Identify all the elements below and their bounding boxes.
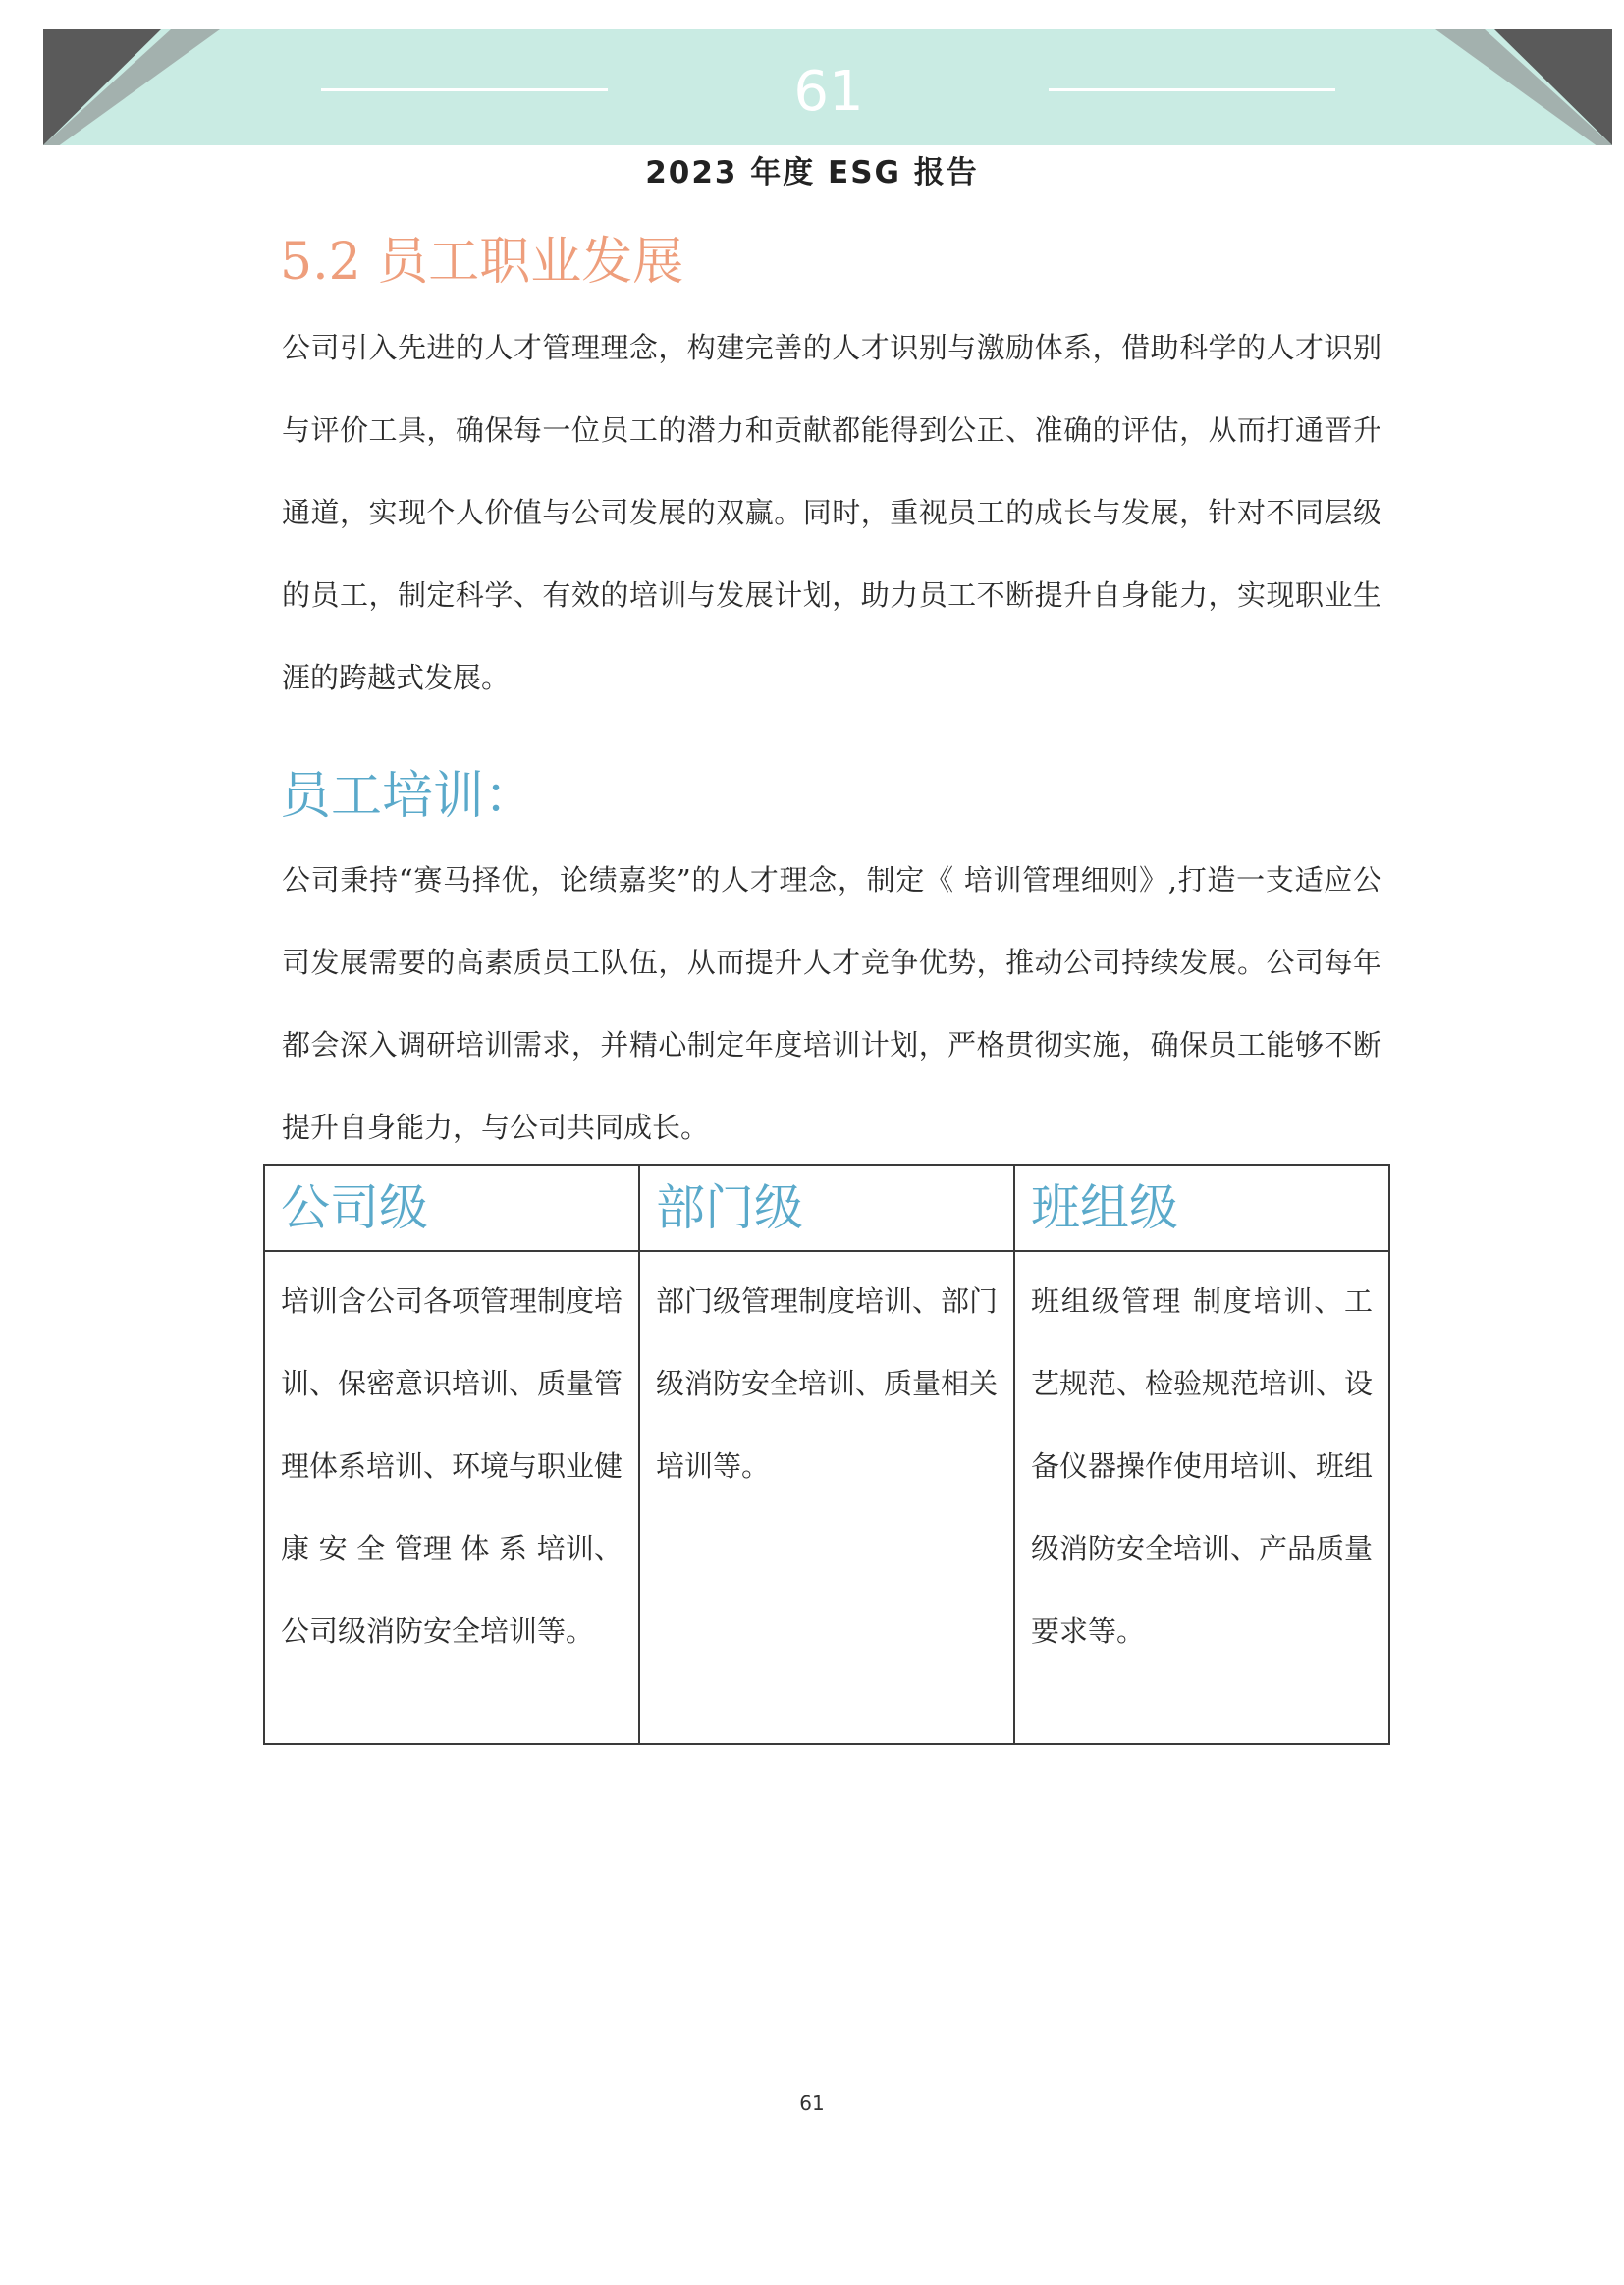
header-left-triangle xyxy=(43,29,161,145)
report-title: 2023 年度 ESG 报告 xyxy=(645,155,979,190)
training-title: 员工培训： xyxy=(280,767,536,826)
header-band xyxy=(43,29,1612,145)
training-paragraph: 公司秉持“赛马择优，论绩嘉奖”的人才理念，制定《 培训管理细则》,打造一支适应公司发展需要的高素质员工队伍，从而提升人才竞争优势，推动公司持续发展。公司每年都会深入调研培训需求，并精心制定年度培训计划，严格贯彻实施，确保员工能够不断提升自身能力，与公司共同成长。 xyxy=(282,863,1381,1144)
table-row xyxy=(264,1251,1389,1744)
table-header-row xyxy=(264,1165,1389,1251)
section-title: 5.2 员工职业发展 xyxy=(280,233,684,292)
table-cell-department: 部门级管理制度培训、部门级消防安全培训、质量相关培训等。 xyxy=(639,1251,1014,1744)
training-levels-table xyxy=(263,1164,1390,1745)
header-right-triangle xyxy=(1494,29,1612,145)
table-header-company: 公司级 xyxy=(264,1165,639,1251)
header-line-left xyxy=(321,88,608,91)
header-line-right xyxy=(1049,88,1335,91)
table-header-department: 部门级 xyxy=(639,1165,1014,1251)
table-cell-company: 培训含公司各项管理制度培训、保密意识培训、质量管理体系培训、环境与职业健康 安 全 管理 体 系 培训、公司级消防安全培训等。 xyxy=(264,1251,639,1744)
section-paragraph: 公司引入先进的人才管理理念，构建完善的人才识别与激励体系，借助科学的人才识别与评价工具，确保每一位员工的潜力和贡献都能得到公正、准确的评估，从而打通晋升通道，实现个人价值与公司发展的双赢。同时，重视员工的成长与发展，针对不同层级的员工，制定科学、有效的培训与发展计划，助力员工不断提升自身能力，实现职业生涯的跨越式发展。 xyxy=(282,331,1381,694)
table-cell-team: 班组级管理 制度培训、工艺规范、检验规范培训、设备仪器操作使用培训、班组级消防安全培训、产品质量要求等。 xyxy=(1014,1251,1389,1744)
table-header-team: 班组级 xyxy=(1014,1165,1389,1251)
header-page-number: 61 xyxy=(793,60,864,124)
footer-page-number: 61 xyxy=(799,2092,825,2115)
